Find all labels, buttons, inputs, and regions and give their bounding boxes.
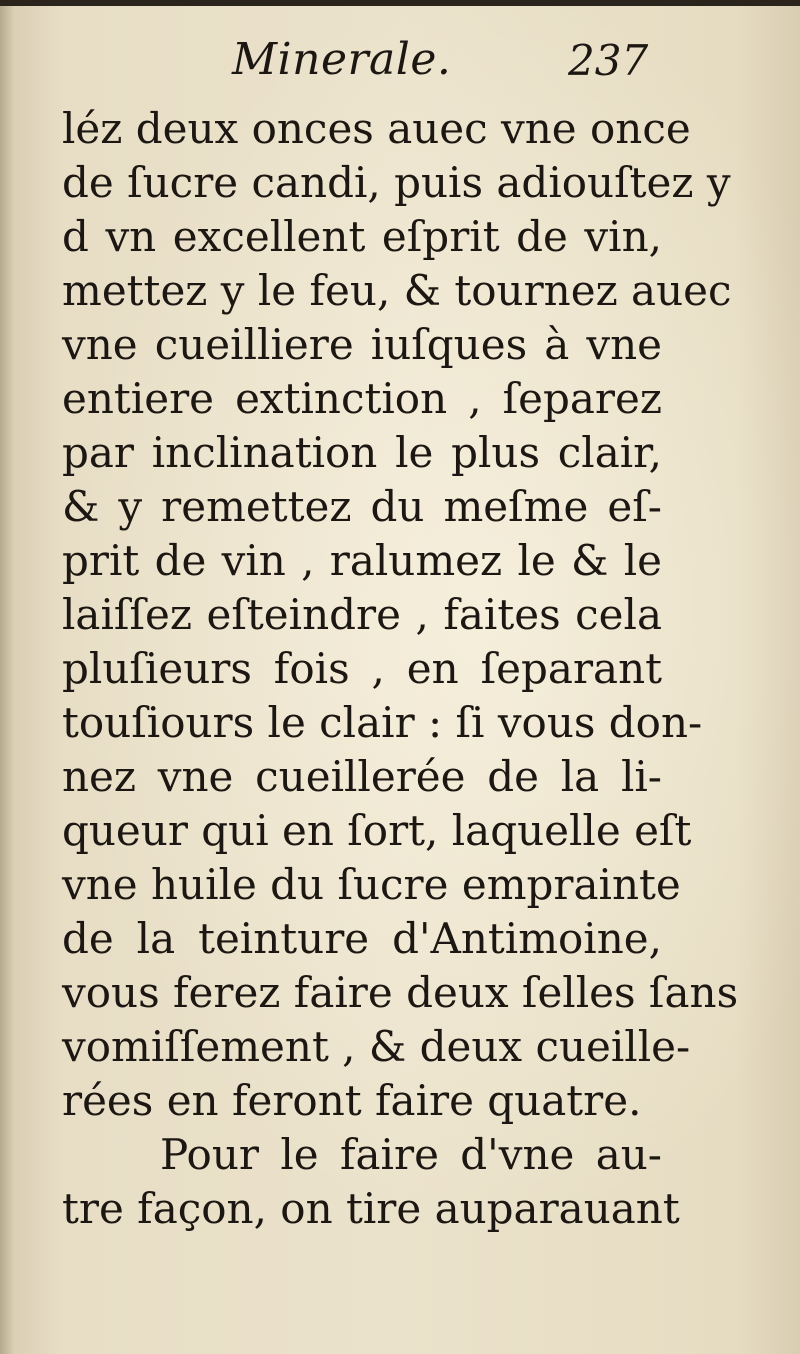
text-line: nez vne cueillerée de la li- <box>62 752 662 801</box>
text-line: de la teinture d'Antimoine, <box>62 914 662 963</box>
page-number: 237 <box>568 36 649 85</box>
text-line: entiere extinction , ſeparez <box>62 374 662 423</box>
text-line: queur qui en ſort, laquelle eſt <box>62 806 692 855</box>
top-border <box>0 0 800 6</box>
running-head <box>0 30 800 100</box>
text-line: touſiours le clair : ſi vous don- <box>62 698 703 747</box>
text-line: prit de vin , ralumez le & le <box>62 536 662 585</box>
text-line: pluſieurs fois , en ſeparant <box>62 644 662 693</box>
text-line: vne huile du ſucre emprainte <box>62 860 681 909</box>
text-line: & y remettez du meſme eſ- <box>62 482 662 531</box>
body-text <box>62 102 739 1236</box>
text-line: laiſſez eſteindre , faites cela <box>62 590 662 639</box>
text-line: vous ferez faire deux ſelles ſans <box>62 968 739 1017</box>
text-line: de ſucre candi, puis adiouſtez y <box>62 158 731 207</box>
text-line: par inclination le plus clair, <box>62 428 662 477</box>
text-line: tre façon, on tire auparauant <box>62 1184 680 1233</box>
text-line: vomiſſement , & deux cueille- <box>62 1022 691 1071</box>
paragraph-start-line: Pour le faire d'vne au- <box>160 1130 662 1179</box>
running-head-title: Minerale. <box>232 34 452 85</box>
text-line: vne cueilliere iuſques à vne <box>62 320 662 369</box>
text-line: mettez y le feu, & tournez auec <box>62 266 732 315</box>
text-line: d vn excellent eſprit de vin, <box>62 212 662 261</box>
text-line: léz deux onces auec vne once <box>62 104 691 153</box>
page-gutter-shadow <box>0 6 14 1354</box>
paragraph-end-line: rées en feront faire quatre. <box>62 1076 642 1125</box>
